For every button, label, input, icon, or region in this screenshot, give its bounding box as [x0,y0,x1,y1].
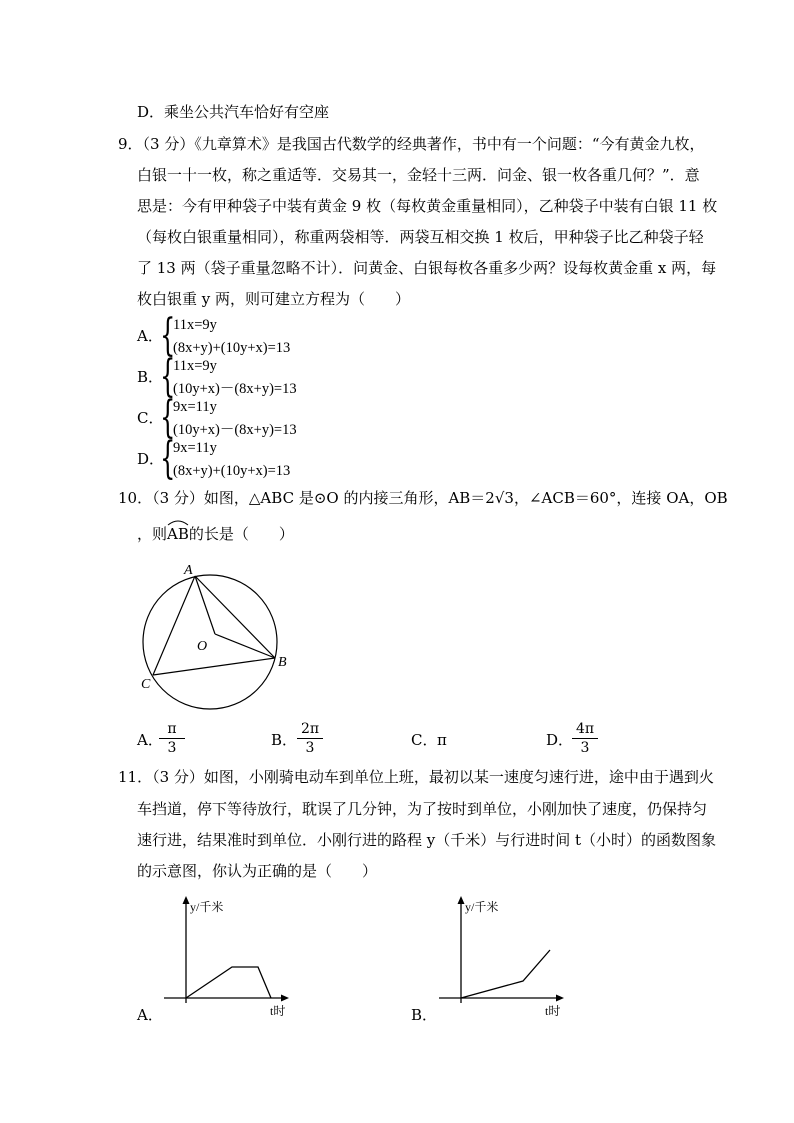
brace-icon: { [160,351,176,402]
q8-option-d: D．乘坐公共汽车恰好有空座 [137,103,330,121]
y-axis-label: y/千米 [190,900,224,914]
q10-line-2-pre: ，则 [137,525,168,543]
segment-oa [195,576,215,634]
point-b-label: B [278,655,287,670]
denominator: 3 [167,740,177,756]
equation-2: (8x+y)+(10y+x)=13 [173,463,291,479]
equation-2: (10y+x)－(8x+y)=13 [173,381,297,397]
segment-ob [215,634,275,658]
denominator: 3 [305,740,315,756]
arc-ab-notation [167,524,189,544]
option-label: C． [137,409,164,427]
q9-line-6: 枚白银重 y 两，则可建立方程为（ ） [137,290,411,308]
segment-cb [153,658,275,675]
x-axis-arrow-icon [556,995,564,1002]
x-axis-label: t时 [270,1004,286,1018]
arc-icon [167,518,189,526]
option-label: D． [137,450,165,468]
point-a-label: A [184,563,193,578]
brace-icon: { [160,310,176,361]
option-label: C． [411,731,438,749]
equation-2: (8x+y)+(10y+x)=13 [173,340,291,356]
point-c-label: C [141,677,151,692]
q11-line-4: 的示意图，你认为正确的是（ ） [137,862,378,880]
x-axis-label: t时 [545,1004,561,1018]
numerator: 4π [572,721,598,739]
q9-line-2: 白银一十一枚，称之重适等．交易其一，金轻十三两．问金、银一枚各重几何？”．意 [137,166,700,184]
brace-icon: { [160,392,176,443]
option-label: B． [411,1006,438,1024]
q10-line-2 [137,524,294,544]
q10-figure [138,562,338,712]
graph-line [461,950,550,998]
q11-line-2: 车挡道，停下等待放行，耽误了几分钟，为了按时到单位，小刚加快了速度，仍保持匀 [137,800,708,818]
q10-line-2-post: 的长是（ ） [188,525,294,543]
q9-line-4: （每枚白银重量相同），称重两袋相等．两袋互相交换 1 枚后，甲种袋子比乙种袋子轻 [137,228,704,246]
y-axis-arrow-icon [458,896,465,904]
numerator: 2π [297,721,323,739]
graph-line [186,967,271,998]
arc-ab-label: AB [167,525,189,543]
x-axis-arrow-icon [281,995,289,1002]
y-axis-arrow-icon [183,896,190,904]
q11-line-1: 11．（3 分）如图，小刚骑电动车到单位上班，最初以某一速度匀速行进，途中由于遇到火 [118,768,714,786]
segment-ac [153,576,195,675]
option-label: A． [137,327,163,345]
y-axis-label: y/千米 [465,900,499,914]
option-value: π [437,731,447,749]
equation-1: 9x=11y [173,440,217,456]
option-label: A． [137,731,163,749]
point-o-label: O [197,639,208,654]
equation-1: 11x=9y [173,358,217,374]
q9-line-3: 思是：今有甲种袋子中装有黄金 9 枚（每枚黄金重量相同），乙种袋子中装有白银 11 枚 [137,197,718,215]
q9-line-1: 9．（3 分）《九章算术》是我国古代数学的经典著作，书中有一个问题：“今有黄金九枚， [118,135,705,153]
graph-a [150,895,290,1025]
graph-b [425,895,565,1025]
equation-1: 9x=11y [173,399,217,415]
q10-line-1: 10．（3 分）如图，△ABC 是⊙O 的内接三角形，AB＝2√3，∠ACB＝60°，连接 OA，OB [118,489,728,507]
option-label: B． [271,731,298,749]
fraction [572,721,598,757]
brace-icon: { [160,433,176,484]
fraction [159,721,185,757]
q11-line-3: 速行进，结果准时到单位．小刚行进的路程 y（千米）与行进时间 t（小时）的函数图象 [137,831,717,849]
option-label: D． [546,731,574,749]
numerator: π [159,721,185,739]
circle-o [143,575,277,709]
q9-line-5: 了 13 两（袋子重量忽略不计）．问黄金、白银每枚各重多少两？设每枚黄金重 x 两，每 [137,259,717,277]
option-label: A． [137,1006,163,1024]
option-label: B． [137,368,164,386]
equation-1: 11x=9y [173,317,217,333]
equation-2: (10y+x)－(8x+y)=13 [173,422,297,438]
denominator: 3 [580,740,590,756]
fraction [297,721,323,757]
